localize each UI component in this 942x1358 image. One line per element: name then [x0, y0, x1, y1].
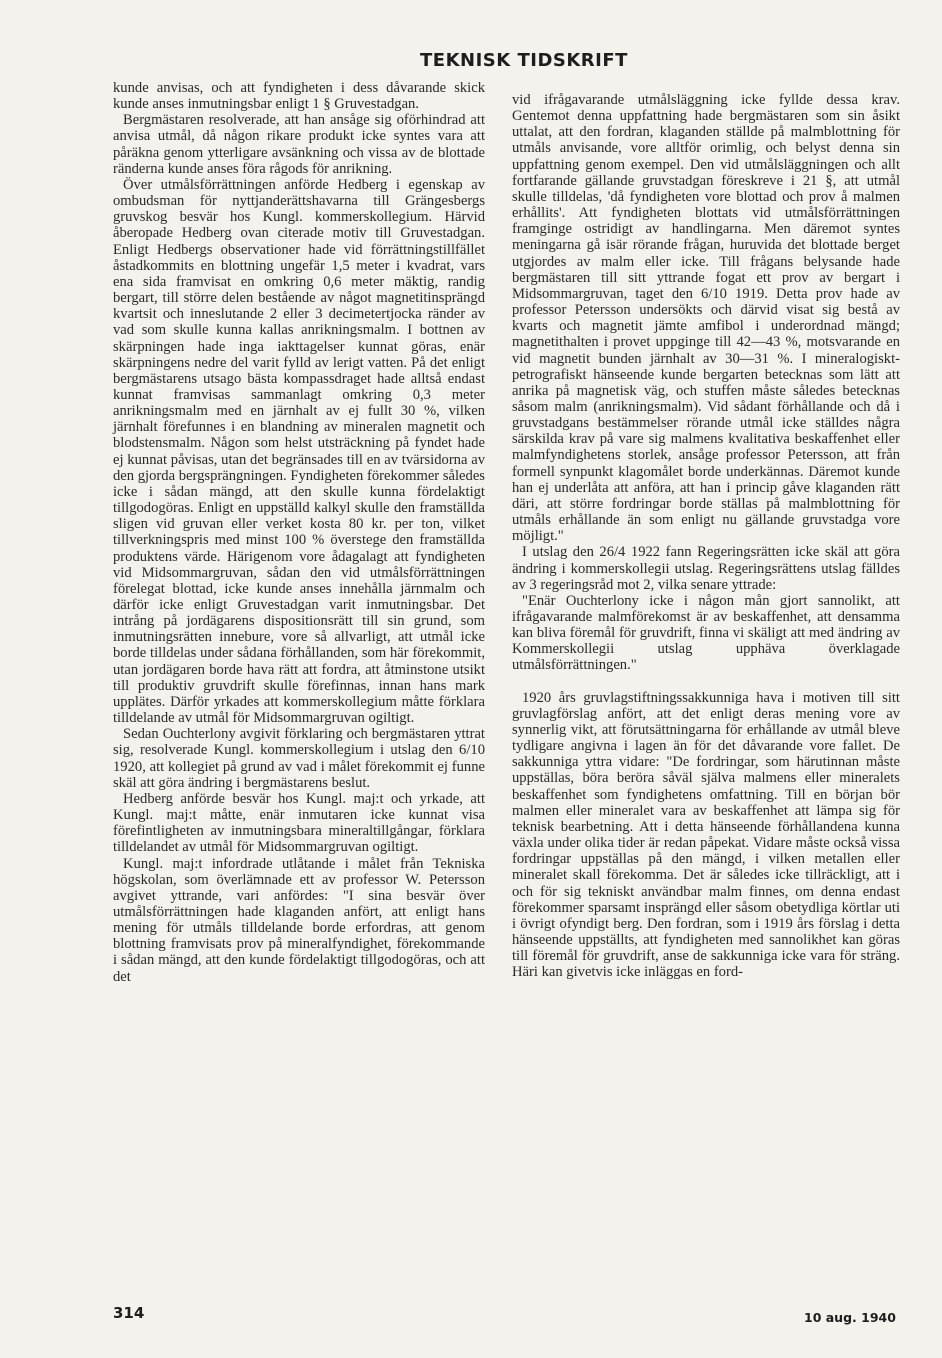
- paragraph: Över utmålsförrättningen anförde Hedberg i egenskap av ombudsman för nyttjanderättshavarna till Grängesbergs gruvskog besvär hos Kungl. kommerskollegium. Härvid åberopade Hedberg ovan citerade motiv till Gruvestadgan. Enligt Hedbergs observationer hade vid förrättningstillfället åstadkommits en blottning ungefär 1,5 meter i kvadrat, vars ena sida framvisat en omkring 0,6 meter mäktig, randig bergart, till större delen bestående av något magnetitinsprängd kvartsit och inneslutande 2 eller 3 decimetertjocka ränder av vad som skulle kunna kallas anrikningsmalm. I bottnen av skärpningen hade inga iakttagelser kunnat göras, enär skärpningens nedre del varit fylld av lerigt vatten. På det enligt bergmästarens utsago bästa kompassdraget hade alltså endast kunnat framvisas sammanlagt omkring 0,3 meter anrikningsmalm med en järnhalt av ej fullt 30 %, vilken järnhalt förefunnes i en blandning av mineralen magnetit och blodstensmalm. Någon som helst utsträckning på fyndet hade ej kunnat påvisas, utan det begränsades till en av tvärsidorna av den gjorda bergsprängningen. Fyndigheten förekommer således icke i sådan mängd, att den skulle kunna fördelaktigt tillgodogöras. Enligt en uppställd kalkyl skulle den framställda sligen vid gruvan eller verket kosta 80 kr. per ton, vilket tillverkningspris med minst 100 % överstege den framställda produktens värde. Härigenom vore ådagalagt att fyndigheten vid Midsommargruvan, sådan den vid utmålsförrättningen förelegat blottad, icke kunde anses innehålla järnmalm och därför icke enligt Gruvestadgan varit inmutningsbar. Det intrång på jordägarens dispositionsrätt till sin grund, som inmutningsrätten innebure, vore så allvarligt, att utmål icke borde tilldelas under sådana förhållanden, som här förekommit, utan jordägaren borde hava rätt att fordra, att åtminstone utsikt till produktiv gruvdrift skulle förefinnas, innan hans mark upplätes. Därför yrkades att kommerskollegium måtte förklara tilldelande av utmål för Midsommargruvan ogiltigt.: [113, 176, 485, 727]
- journal-title: TEKNISK TIDSKRIFT: [420, 50, 628, 71]
- right-column: [512, 92, 900, 980]
- paragraph: Kungl. maj:t infordrade utlåtande i målet från Tekniska högskolan, som överlämnade ett av professor W. Petersson avgivet yttrande, vari anfördes: "I sina besvär över utmålsförrättningen hade klaganden anfört, att enligt hans mening för utmåls tilldelande borde erfordras, att genom blottning framvisats prov på mineralfyndighet, förekommande i sådan mängd, att den kunde fördelaktigt tillgodogöras, och att det: [113, 855, 485, 985]
- paragraph: I utslag den 26/4 1922 fann Regeringsrätten icke skäl att göra ändring i kommerskollegii utslag. Regeringsrättens utslag fälldes av 3 regeringsråd mot 2, vilka senare yttrade:: [512, 544, 900, 593]
- issue-date: 10 aug. 1940: [804, 1310, 896, 1325]
- left-column: [113, 80, 485, 985]
- paragraph: Hedberg anförde besvär hos Kungl. maj:t och yrkade, att Kungl. maj:t måtte, enär inmutaren icke kunnat visa förefintligheten av inmutningsbara mineraltillgångar, förklara tilldelandet av utmål för Midsommargruvan ogiltigt.: [113, 790, 485, 856]
- page-number: 314: [113, 1304, 145, 1322]
- paragraph: Sedan Ouchterlony avgivit förklaring och bergmästaren yttrat sig, resolverade Kungl. kommerskollegium i utslag den 6/10 1920, att kollegiet på grund av vad i målet förekommit ej funne skäl att göra ändring i bergmästarens beslut.: [113, 726, 485, 791]
- paragraph: vid ifrågavarande utmålsläggning icke fyllde dessa krav. Gentemot denna uppfattning hade bergmästaren som sin åsikt uttalat, att den fordran, klaganden ställde på malmblottning för utmåls anvisande, vore alltför orimlig, och belyst denna sin uppfattning genom exempel. Den vid utmålsläggningen och allt fortfarande gällande gruvstadgan föreskreve i 21 §, att utmål skulle tilldelas, 'då fyndigheten vore blottad och prov å malmen erhållits'. Att fyndigheten blottats vid utmålsförrättningen framginge ostridigt av handlingarna. Men däremot syntes meningarna gå isär rörande frågan, huruvida det blottade berget utgjordes av malm eller icke. Till frågans belysande hade bergmästaren till sitt yttrande fogat ett prov av bergart i Midsommargruvan, taget den 6/10 1919. Detta prov hade av professor Petersson undersökts och därvid visat sig bestå av kvarts och magnetit jämte amfibol i underordnad mängd; magnetithalten i provet uppginge till 42—43 %, motsvarande en vid magnetit bunden järnhalt av 30—31 %. I mineralogiskt-petrografiskt hänseende kunde bergarten betecknas som lätt att anrika på magnetisk väg, och stuffen måste således betecknas såsom malm (anrikningsmalm). Vid sådant förhållande och då i gruvstadgans bestämmelser rörande utmål icke ställdes några särskilda krav på vare sig malmens kvalitativa beskaffenhet eller malmfyndighetens storlek, ansåge professor Petersson, att från formell synpunkt klagomålet borde underkännas. Däremot kunde han ej underlåta att anföra, att han i princip gåve klaganden rätt däri, att större fordringar borde ställas på malmblottning för utmåls erhållande än som enligt nu gällande gruvstadga vore möjligt.": [512, 92, 900, 545]
- paragraph: kunde anvisas, och att fyndigheten i dess dåvarande skick kunde anses inmutningsbar enligt 1 § Gruvestadgan.: [113, 80, 485, 113]
- paragraph: Bergmästaren resolverade, att han ansåge sig oförhindrad att anvisa utmål, då någon rikare produkt icke syntes vara att påräkna genom ytterligare avsänkning och vissa av de blottade ränderna kunde anses föra rågods för anrikning.: [113, 112, 485, 177]
- quotation: "Enär Ouchterlony icke i någon mån gjort sannolikt, att ifrågavarande malmförekomst är av beskaffenhet, att densamma kan bliva föremål för gruvdrift, finna vi skäligt att med ändring av Kommerskollegii utslag upphäva överklagade utmålsförrättningen.": [512, 592, 900, 674]
- paragraph: 1920 års gruvlagstiftningssakkunniga hava i motiven till sitt gruvlagförslag anfört, att det enligt deras mening vore av synnerlig vikt, att förutsättningarna för erhållande av utmål bleve tydligare angivna i lagen än för det dåvarande vore fallet. De sakkunniga yttra vidare: "De fordringar, som härutinnan måste uppställas, böra beröra såväl själva malmens eller mineralets beskaffenhet som fyndighetens omfattning. Till en början bör malmen eller mineralet vara av beskaffenhet att lämpa sig för teknisk bearbetning. Att i detta hänseende förhållandena kunna växla under olika tider är redan påpekat. Vidare måste också vissa fordringar uppställas på den mängd, i vilken metallen eller mineralet skall förekomma. Det är således icke tillräckligt, att i och för sig tekniskt användbar malm finnes, om denna endast förekommer sparsamt insprängd eller såsom obetydliga körtlar uti i övrigt ofyndigt berg. Den fordran, som i 1919 års förslag i detta hänseende uppställts, att fyndigheten med sannolikhet kan göras till föremål för gruvdrift, anse de sakkunniga icke vara för sträng. Häri kan givetvis icke inläggas en ford-: [512, 689, 900, 981]
